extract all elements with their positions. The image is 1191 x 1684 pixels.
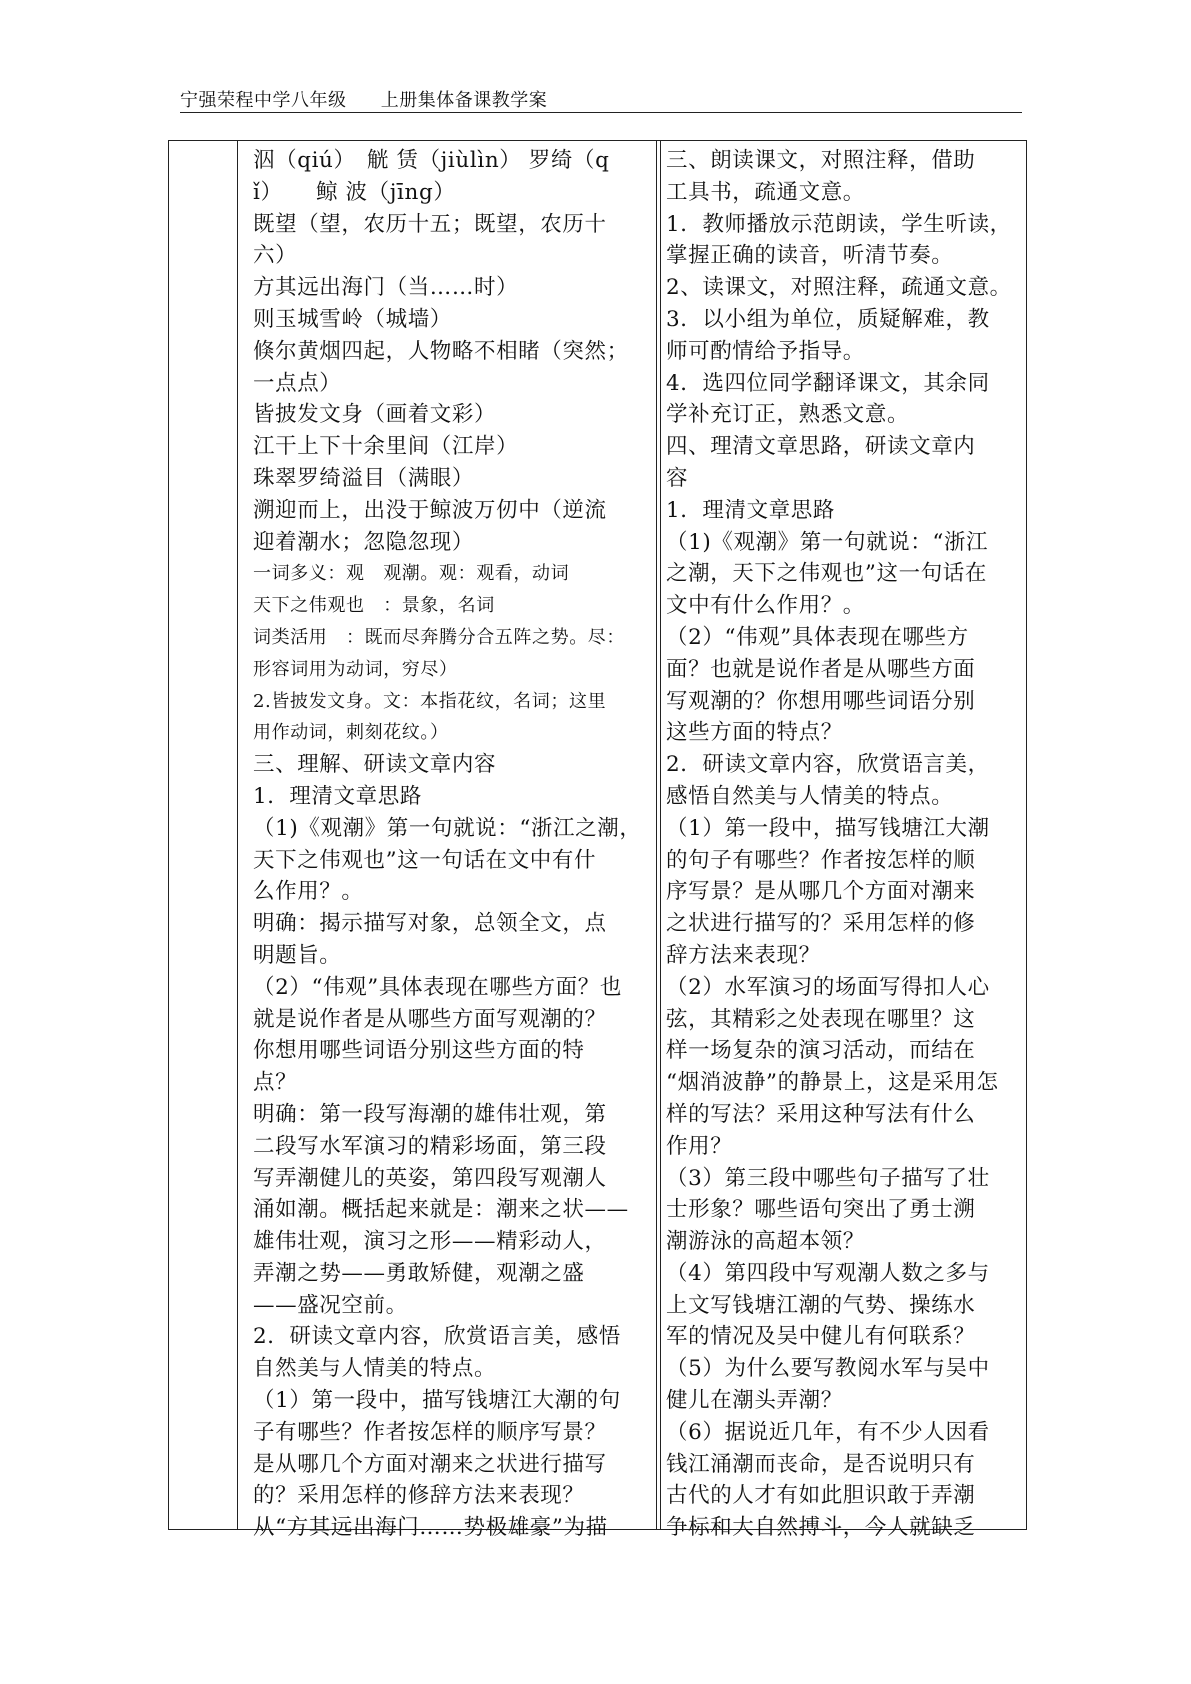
notes-line: 词类活用 ：既而尽奔腾分合五阵之势。尽： (253, 626, 625, 648)
activity-line: 4．选四位同学翻译课文，其余同 (666, 370, 990, 396)
activity-line: （1)《观潮》第一句就说：“浙江 (666, 529, 989, 555)
activity-line: 健儿在潮头弄潮？ (666, 1388, 843, 1414)
activity-line: 古代的人才有如此胆识敢于弄潮 (666, 1483, 976, 1509)
activity-line: 写观潮的？你想用哪些词语分别 (666, 688, 976, 714)
notes-line: 二段写水军演习的精彩场面，第三段 (253, 1133, 607, 1159)
notes-line: ——盛况空前。 (253, 1292, 408, 1318)
notes-line: 雄伟壮观，演习之形——精彩动人， (253, 1229, 607, 1255)
notes-line: 方其远出海门（当……时） (253, 275, 519, 301)
notes-line: 三、理解、研读文章内容 (253, 752, 497, 778)
column-divider-double (656, 141, 661, 1529)
notes-line: （1)《观潮》第一句就说：“浙江之潮， (253, 815, 642, 841)
notes-line: 一点点） (253, 370, 342, 396)
notes-line: 形容词用为动词，穷尽） (253, 658, 458, 680)
activity-line: 辞方法来表现？ (666, 942, 821, 968)
notes-line: 弄潮之势——勇敢矫健，观潮之盛 (253, 1260, 585, 1286)
activity-line: 钱江涌潮而丧命，是否说明只有 (666, 1451, 976, 1477)
activities-column (666, 145, 1022, 1544)
header-subtitle: 上册集体备课教学案 (380, 90, 548, 111)
notes-line: 用作动词，刺刻花纹。） (253, 722, 449, 744)
notes-line: 自然美与人情美的特点。 (253, 1356, 497, 1382)
notes-line: 你想用哪些词语分别这些方面的特 (253, 1038, 585, 1064)
activity-line: 1．理清文章思路 (666, 497, 835, 523)
notes-line: 明确：揭示描写对象，总领全文，点 (253, 911, 607, 937)
notes-line: 明确：第一段写海潮的雄伟壮观，第 (253, 1101, 607, 1127)
lesson-table (168, 140, 1027, 1541)
activity-line: （1）第一段中，描写钱塘江大潮 (666, 815, 990, 841)
notes-line: 江干上下十余里间（江岸） (253, 434, 519, 460)
activity-line: 之状进行描写的？采用怎样的修 (666, 911, 976, 937)
notes-line: 子有哪些？作者按怎样的顺序写景？ (253, 1419, 607, 1445)
notes-line: 2．研读文章内容，欣赏语言美，感悟 (253, 1324, 621, 1350)
notes-line: 溯迎而上，出没于鲸波万仞中（逆流 (253, 497, 607, 523)
activity-line: 样的写法？采用这种写法有什么 (666, 1101, 976, 1127)
activity-line: 文中有什么作用？。 (666, 593, 865, 619)
notes-line: 是从哪几个方面对潮来之状进行描写 (253, 1451, 607, 1477)
activity-line: 潮游泳的高超本领？ (666, 1229, 865, 1255)
activity-line: （5）为什么要写教阅水军与吴中 (666, 1356, 990, 1382)
notes-line: 六） (253, 243, 298, 269)
notes-line: 天下之伟观也”这一句话在文中有什 (253, 847, 597, 873)
activity-line: 感悟自然美与人情美的特点。 (666, 783, 954, 809)
activity-line: 2．研读文章内容，欣赏语言美， (666, 752, 990, 778)
activity-line: 样一场复杂的演习活动，而结在 (666, 1038, 976, 1064)
notes-line: 倏尔黄烟四起，人物略不相睹（突然； (253, 338, 629, 364)
activity-line: 上文写钱塘江潮的气势、操练水 (666, 1292, 976, 1318)
notes-line: 点？ (253, 1070, 298, 1096)
notes-line: 就是说作者是从哪些方面写观潮的？ (253, 1006, 607, 1032)
activity-line: 序写景？是从哪几个方面对潮来 (666, 879, 976, 905)
activity-line: 工具书，疏通文意。 (666, 179, 865, 205)
activity-line: 这些方面的特点？ (666, 720, 843, 746)
notes-line: 迎着潮水；忽隐忽现） (253, 529, 475, 555)
notes-line: 珠翠罗绮溢目（满眼） (253, 465, 475, 491)
activity-line: 争标和大自然搏斗，今人就缺乏 (666, 1515, 976, 1541)
activity-line: （2）水军演习的场面写得扣人心 (666, 974, 990, 1000)
notes-line: 一词多义：观 观潮。观：观看，动词 (253, 563, 570, 585)
activity-line: 掌握正确的读音，听清节奏。 (666, 243, 954, 269)
notes-line: 涌如潮。概括起来就是：潮来之状—— (253, 1197, 629, 1223)
header-school: 宁强荣程中学八年级 (180, 90, 347, 111)
notes-line: 天下之伟观也 ：景象，名词 (253, 595, 495, 617)
notes-line: 从“方其远出海门……势极雄豪”为描 (253, 1515, 608, 1541)
notes-line: 么作用？。 (253, 879, 364, 905)
notes-line: 写弄潮健儿的英姿，第四段写观潮人 (253, 1165, 607, 1191)
notes-line: 既望（望，农历十五；既望，农历十 (253, 211, 607, 237)
activity-line: 四、理清文章思路，研读文章内 (666, 434, 976, 460)
activity-line: 师可酌情给予指导。 (666, 338, 865, 364)
activity-line: 3．以小组为单位，质疑解难，教 (666, 306, 990, 332)
activity-line: 2、读课文，对照注释，疏通文意。 (666, 275, 1012, 301)
notes-line: 则玉城雪岭（城墙） (253, 306, 452, 332)
notes-line: 1．理清文章思路 (253, 783, 422, 809)
column-divider-left (237, 141, 238, 1529)
activity-line: 三、朗读课文，对照注释，借助 (666, 148, 976, 173)
page-header (180, 86, 1022, 113)
notes-line: （2）“伟观”具体表现在哪些方面？也 (253, 974, 622, 1000)
activity-line: （2）“伟观”具体表现在哪些方 (666, 624, 969, 650)
activity-line: 1．教师播放示范朗读，学生听读， (666, 211, 1012, 237)
notes-line: 皆披发文身（画着文彩） (253, 402, 497, 428)
activity-line: 之潮，天下之伟观也”这一句话在 (666, 561, 987, 587)
activity-line: 军的情况及吴中健儿有何联系？ (666, 1324, 976, 1350)
activity-line: （4）第四段中写观潮人数之多与 (666, 1260, 990, 1286)
notes-line: 泅（qiú） 觥 赁（jiùlìn） 罗绮（q (253, 148, 610, 173)
activity-line: 作用？ (666, 1133, 733, 1159)
activity-line: 士形象？哪些语句突出了勇士溯 (666, 1197, 976, 1223)
activity-line: 面？也就是说作者是从哪些方面 (666, 656, 976, 682)
activity-line: 容 (666, 465, 689, 491)
notes-line: 2.皆披发文身。文：本指花纹，名词；这里 (253, 690, 607, 712)
notes-line: 的？采用怎样的修辞方法来表现？ (253, 1483, 585, 1509)
notes-line: （1）第一段中，描写钱塘江大潮的句 (253, 1388, 621, 1414)
activity-line: （6）据说近几年，有不少人因看 (666, 1419, 990, 1445)
notes-column (253, 145, 653, 1544)
activity-line: 弦，其精彩之处表现在哪里？这 (666, 1006, 976, 1032)
notes-line: ǐ） 鲸 波（jīng） (253, 179, 456, 205)
activity-line: 学补充订正，熟悉文意。 (666, 402, 910, 428)
activity-line: （3）第三段中哪些句子描写了壮 (666, 1165, 990, 1191)
notes-line: 明题旨。 (253, 942, 342, 968)
activity-line: 的句子有哪些？作者按怎样的顺 (666, 847, 976, 873)
activity-line: “烟消波静”的静景上，这是采用怎 (666, 1070, 999, 1096)
